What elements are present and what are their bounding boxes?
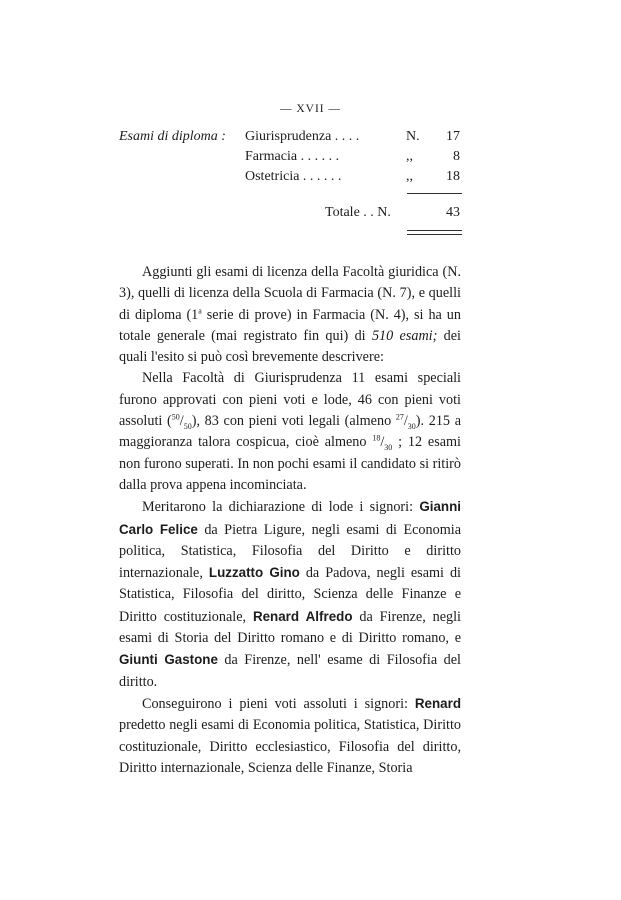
exam-name: Ostetricia . . . . . . xyxy=(245,169,342,184)
page-number: — XVII — xyxy=(279,103,342,115)
student-name: Luzzatto Gino xyxy=(208,565,300,581)
exam-row-giurisprudenza xyxy=(245,129,460,149)
exam-count: 8 xyxy=(453,149,460,164)
paragraph-summary: Aggiunti gli esami di licenza della Facoltà giuridica (N. 3), quelli di licenza della Scuola di Farmacia (N. 7), e quelli di diploma (1$^a$ serie di prove) in Farmacia (N. 4), si ha un totale generale (mai registrato fin qui) di 510 esami; dei quali l'esito si può così brevemente descrivere: xyxy=(119,264,461,366)
sum-rule xyxy=(407,193,462,194)
paragraph-pieni-voti: Conseguirono i pieni voti assoluti i signori: Renard predetto negli esami di Economia politica, Statistica, Diritto costituzionale, Diritto ecclesiastico, Filosofia del diritto, Diritto internazionale, Scienza delle Finanze, Storia xyxy=(119,695,461,776)
exam-row-ostetricia xyxy=(245,169,460,189)
total-rule-bottom xyxy=(407,234,462,235)
total-rule-top xyxy=(407,230,462,231)
student-name: Renard Alfredo xyxy=(252,608,353,624)
exam-name: Farmacia . . . . . . xyxy=(245,149,340,164)
exam-mark: ,, xyxy=(406,149,413,164)
exam-name: Giurisprudenza . . . . xyxy=(245,129,360,144)
paragraph-lode: Meritarono la dichiarazione di lode i signori: Gianni Carlo Felice da Pietra Ligure, negli esami di Economia politica, Statistica, Filosofia del Diritto e diritto internazionale, Luzzatto Gino da Padova, negli esami di Statistica, Filosofia del diritto, Scienza delle Finanze e Diritto costituzionale, Renard Alfredo da Firenze, negli esami di Storia del Diritto romano e di Diritto romano, e Giunti Gastone da Firenze, nell' esame di Filosofia del diritto. xyxy=(119,499,461,690)
student-name: Renard xyxy=(414,695,461,711)
body-text xyxy=(119,262,461,779)
student-name: Giunti Gastone xyxy=(119,652,218,668)
exam-mark: N. xyxy=(406,129,420,144)
paragraph-results: Nella Facoltà di Giurisprudenza 11 esami speciali furono approvati con pieni voti e lode, 46 con pieni voti assoluti $(^{50}/_{50})$, 83 con pieni voti legali (almeno $^{27}/_{30}$). 215 a maggioranza talora cospicua, cioè almeno $^{18}/_{30}$ ; 12 esami non furono superati. In non pochi esami il candidato si ritirò dalla prova appena incominciata. xyxy=(119,370,461,493)
total-exams-emphasis: 510 esami; xyxy=(371,327,438,344)
student-name: Gianni Carlo Felice xyxy=(119,499,461,537)
exam-count: 18 xyxy=(446,169,460,184)
exam-count: 17 xyxy=(446,129,460,144)
exam-row-farmacia xyxy=(245,149,460,169)
exams-label: Esami di diploma : xyxy=(119,129,226,144)
total-label: Totale . . N. xyxy=(325,205,391,220)
total-value: 43 xyxy=(446,205,460,220)
exam-mark: ,, xyxy=(406,169,413,184)
